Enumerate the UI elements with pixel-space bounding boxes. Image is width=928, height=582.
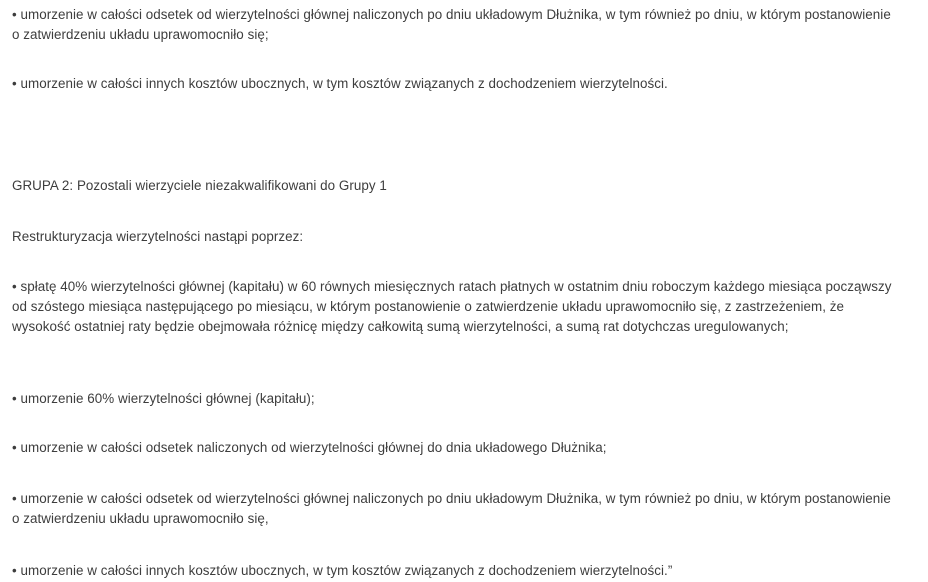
intro-paragraph: Restrukturyzacja wierzytelności nastąpi poprzez: — [12, 229, 304, 244]
group-heading: GRUPA 2: Pozostali wierzyciele niezakwalifikowani do Grupy 1 — [12, 178, 387, 193]
bullet-paragraph: • umorzenie w całości odsetek od wierzytelności głównej naliczonych po dniu układowym Dłużnika, w tym również po dniu, w którym postanowienie o zatwierdzeniu układu uprawomocniło się; — [12, 7, 891, 42]
bullet-paragraph: • umorzenie w całości odsetek od wierzytelności głównej naliczonych po dniu układowym Dłużnika, w tym również po dniu, w którym postanowienie o zatwierdzeniu układu uprawomocniło się, — [12, 491, 891, 526]
bullet-paragraph: • umorzenie w całości odsetek naliczonych od wierzytelności głównej do dnia układowego Dłużnika; — [12, 440, 607, 455]
bullet-paragraph: • spłatę 40% wierzytelności głównej (kapitału) w 60 równych miesięcznych ratach płatnych w ostatnim dniu roboczym każdego miesiąca począwszy od szóstego miesiąca następującego po miesiącu, w którym postanowienie o zatwierdzenie układu uprawomocniło się, z zastrzeżeniem, że wysokość ostatniej raty będzie obejmowała różnicę między całkowitą sumą wierzytelności, a sumą rat dotychczas uregulowanych; — [12, 279, 892, 334]
bullet-paragraph: • umorzenie w całości innych kosztów ubocznych, w tym kosztów związanych z dochodzeniem wierzytelności.” — [12, 563, 673, 578]
bullet-paragraph: • umorzenie w całości innych kosztów ubocznych, w tym kosztów związanych z dochodzeniem wierzytelności. — [12, 76, 668, 91]
bullet-paragraph: • umorzenie 60% wierzytelności głównej (kapitału); — [12, 391, 315, 406]
